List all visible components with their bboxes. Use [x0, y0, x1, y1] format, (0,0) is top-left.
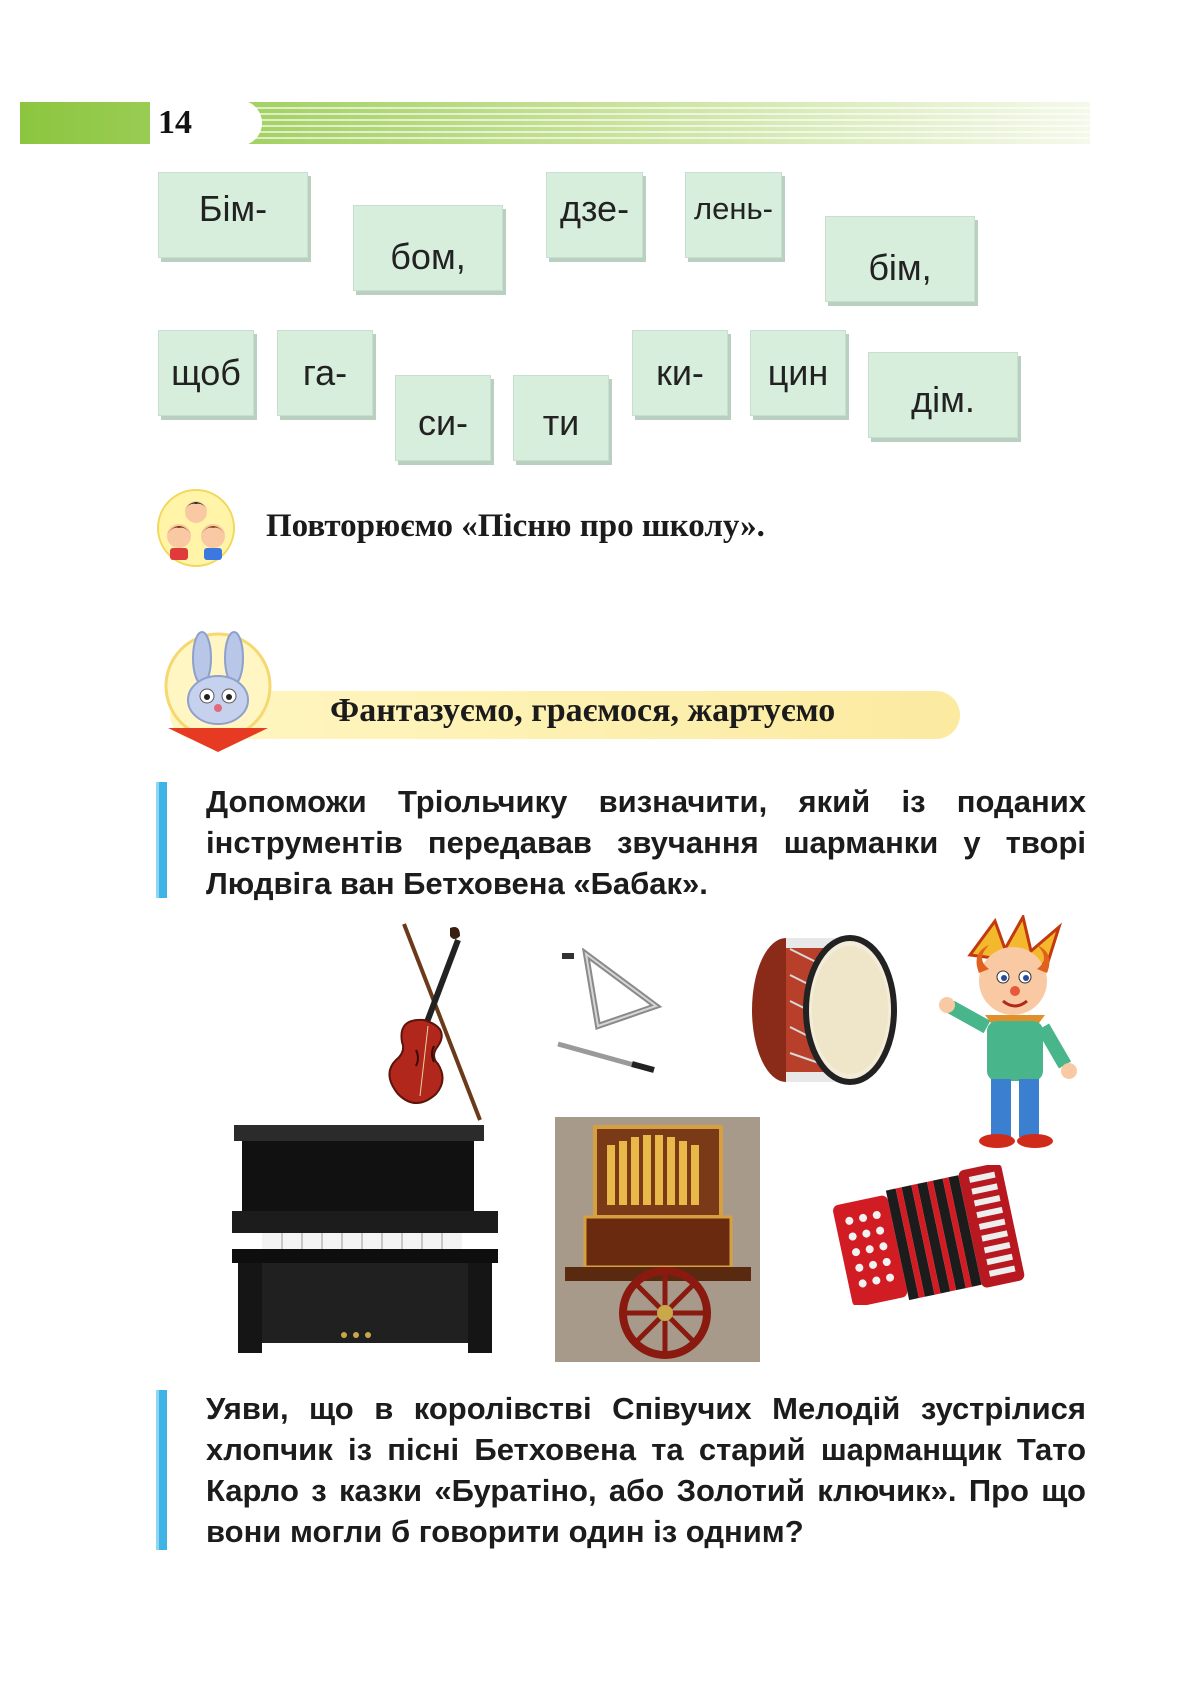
syllable-card: ти	[513, 375, 609, 461]
syllable-card: га-	[277, 330, 373, 416]
syllable-card: Бім-	[158, 172, 308, 258]
syllable-card: дім.	[868, 352, 1018, 438]
bunny-icon	[160, 628, 285, 753]
syllable-card: цин	[750, 330, 846, 416]
piano-image[interactable]	[232, 1125, 502, 1365]
task-text: Допоможи Тріольчику визначити, який із поданих інструментів передавав звучання шарманки у творі Людвіга ван Бетховена «Бабак».	[206, 784, 1086, 901]
barrel-organ-image[interactable]	[555, 1117, 760, 1362]
syllable-card: лень-	[685, 172, 782, 258]
syllable-card: дзе-	[546, 172, 643, 258]
task-marker	[156, 782, 167, 898]
violin-image[interactable]	[372, 920, 490, 1125]
syllable-card: бом,	[353, 205, 503, 291]
syllable-card: бім,	[825, 216, 975, 302]
task-marker	[156, 1390, 167, 1550]
children-icon	[155, 488, 237, 568]
drum-image[interactable]	[750, 935, 900, 1085]
section-title: Фантазуємо, граємося, жартуємо	[330, 692, 836, 729]
syllable-card: щоб	[158, 330, 254, 416]
triangle-image[interactable]	[556, 948, 668, 1073]
song-instruction: Повторюємо «Пісню про школу».	[266, 508, 765, 544]
accordion-image[interactable]	[830, 1165, 1025, 1305]
syllable-card: си-	[395, 375, 491, 461]
syllable-card: ки-	[632, 330, 728, 416]
task-text: Уяви, що в королівстві Співучих Мелодій зустрілися хлопчик із пісні Бетховена та старий шарманщик Тато Карло з казки «Буратіно, або Золотий ключик». Про що вони могли б говорити один із одним?	[206, 1391, 1086, 1549]
clown-character-image	[935, 915, 1085, 1155]
page-number: 14	[150, 100, 262, 146]
